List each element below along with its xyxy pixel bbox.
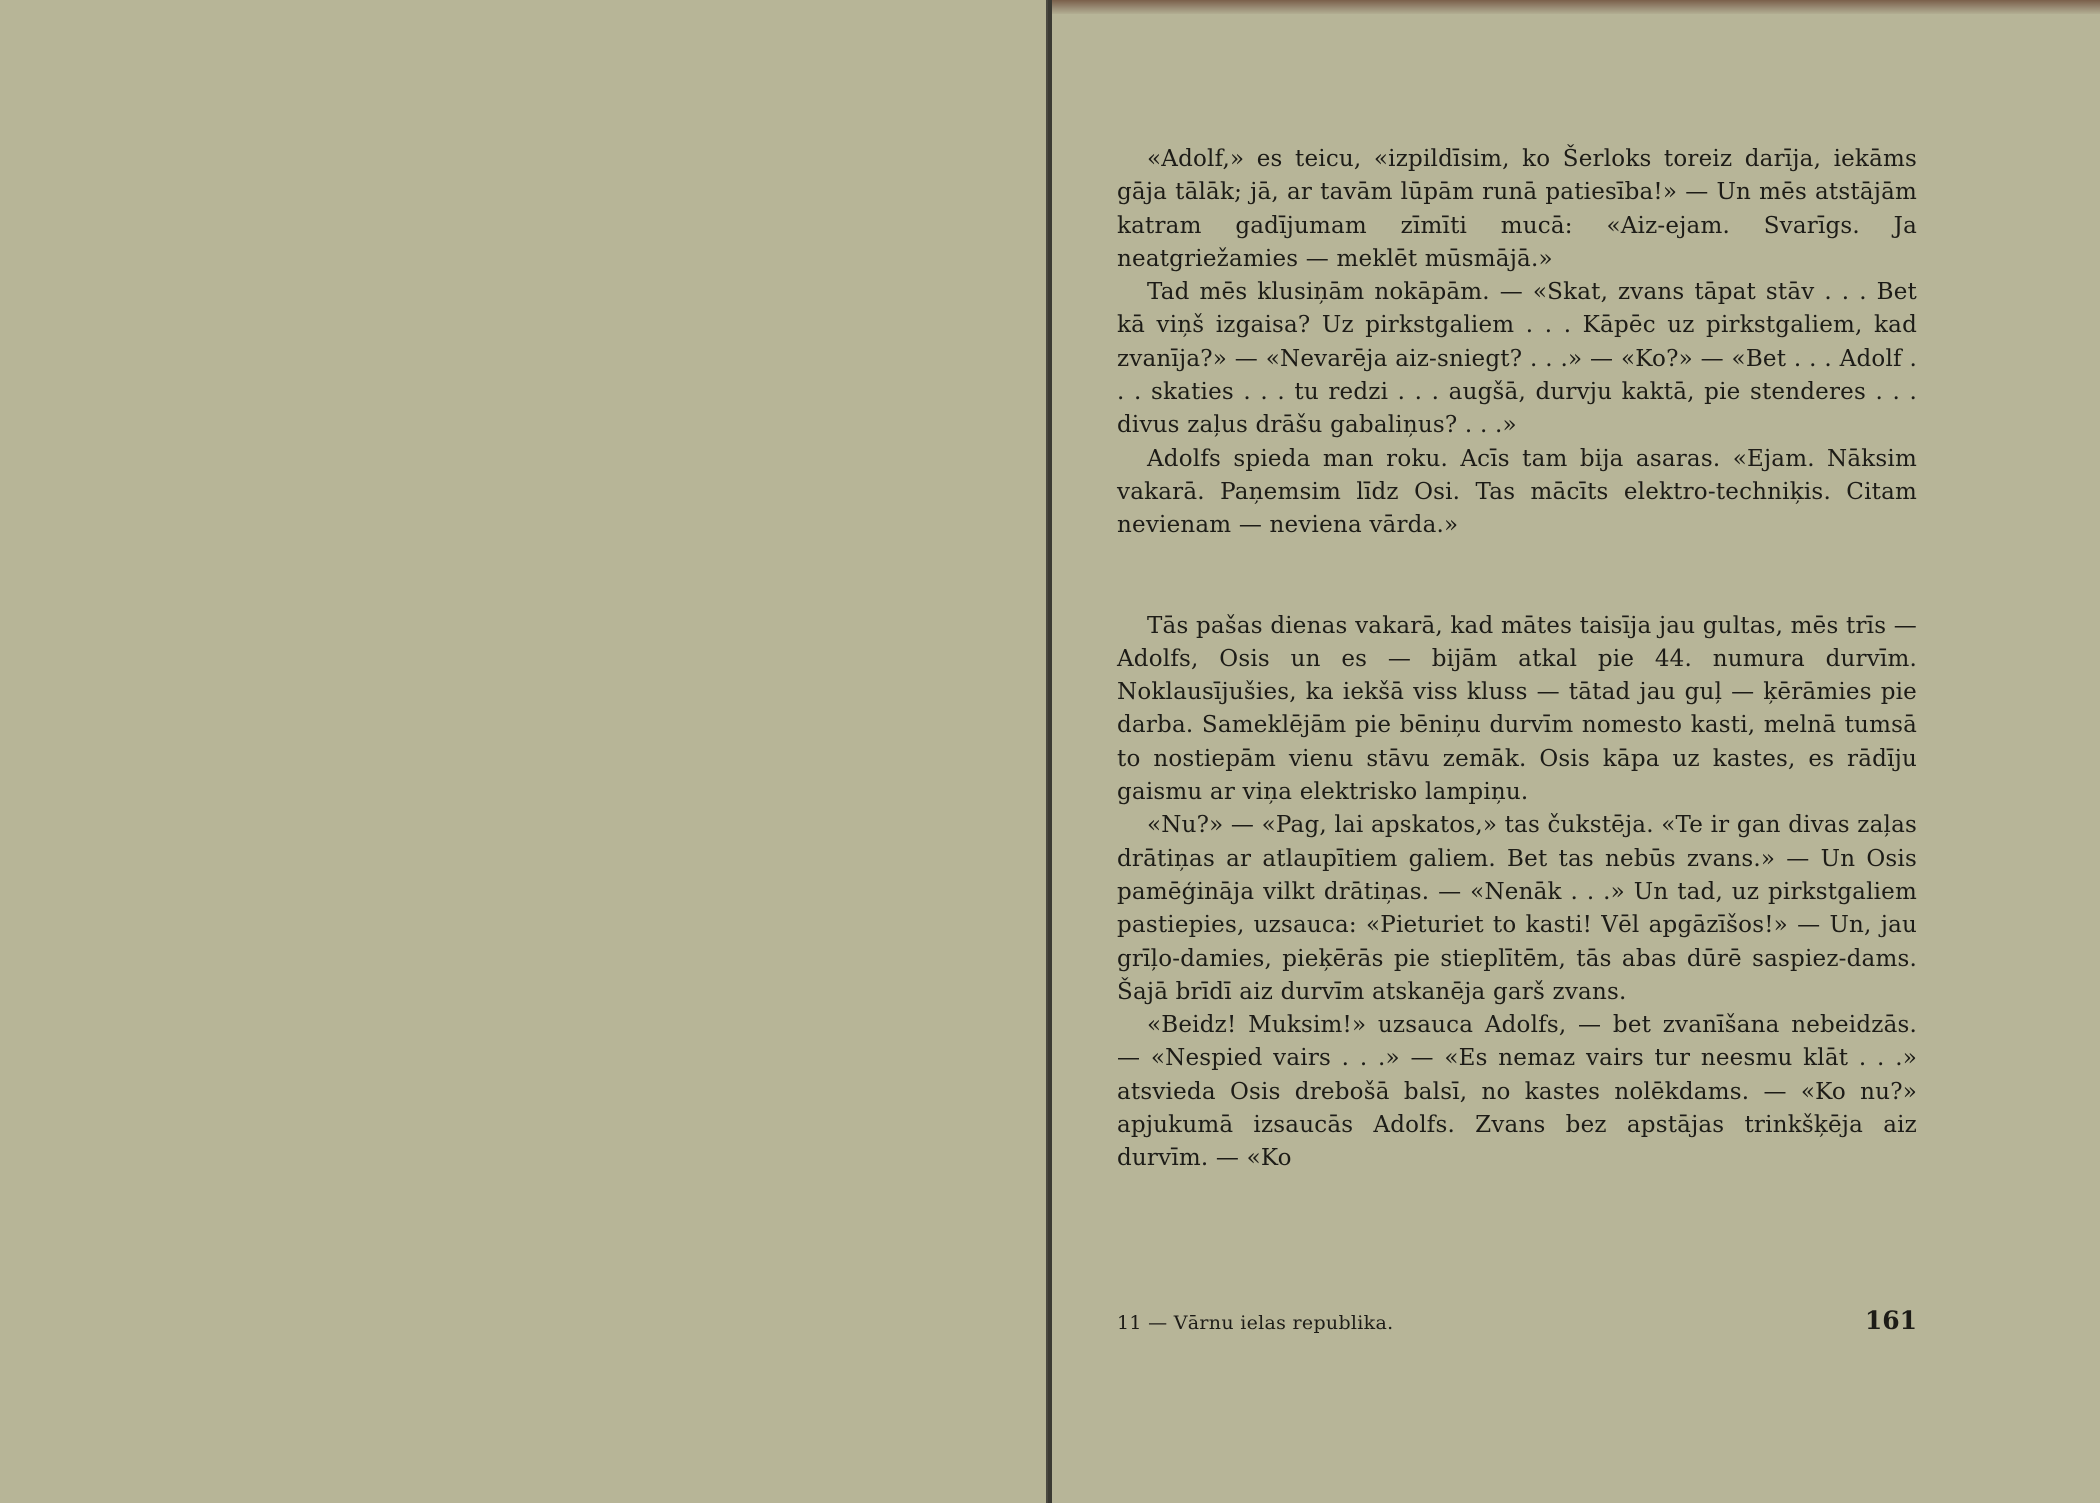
- paragraph: «Beidz! Muksim!» uzsauca Adolfs, — bet zvanīšana nebeidzās. — «Nespied vairs . . .» — «Es nemaz vairs tur neesmu klāt . . .» atsvieda Osis drebošā balsī, no kastes nolēkdams. — «Ko nu?» apjukumā izsaucās Adolfs. Zvans bez apstājas trinkšķēja aiz durvīm. — «Ko: [1117, 1012, 1917, 1172]
- right-page: [1052, 0, 2100, 1503]
- signature-mark: 11 — Vārnu ielas republika.: [1117, 1312, 1394, 1334]
- left-page-blank: [0, 0, 1048, 1503]
- page-number: 161: [1864, 1306, 1917, 1335]
- paragraph: Tās pašas dienas vakarā, kad mātes taisīja jau gultas, mēs trīs — Adolfs, Osis un es — bijām atkal pie 44. numura durvīm. Noklausījušies, ka iekšā viss kluss — tātad jau guļ — ķērāmies pie darba. Sameklējām pie bēniņu durvīm nomesto kasti, melnā tumsā to nostiepām vienu stāvu zemāk. Osis kāpa uz kastes, es rādīju gaismu ar viņa elektrisko lampiņu.: [1117, 612, 1917, 806]
- page-footer: [1117, 1306, 1917, 1340]
- paragraph: Adolfs spieda man roku. Acīs tam bija asaras. «Ejam. Nāksim vakarā. Paņemsim līdz Osi. Tas mācīts elektro-techniķis. Citam nevienam — neviena vārda.»: [1117, 445, 1917, 539]
- page-top-edge: [1052, 0, 2100, 14]
- body-text: [1117, 143, 1917, 1176]
- paragraph: Tad mēs klusiņām nokāpām. — «Skat, zvans tāpat stāv . . . Bet kā viņš izgaisa? Uz pirkstgaliem . . . Kāpēc uz pirkstgaliem, kad zvanīja?» — «Nevarēja aiz-sniegt? . . .» — «Ko?» — «Bet . . . Adolf . . . skaties . . . tu redzi . . . augšā, durvju kaktā, pie stenderes . . . divus zaļus drāšu gabaliņus? . . .»: [1117, 279, 1917, 439]
- paragraph: «Adolf,» es teicu, «izpildīsim, ko Šerloks toreiz darīja, iekāms gāja tālāk; jā, ar tavām lūpām runā patiesība!» — Un mēs atstājām katram gadījumam zīmīti mucā: «Aiz-ejam. Svarīgs. Ja neatgriežamies — meklēt mūsmājā.»: [1117, 146, 1917, 272]
- section-break: [1117, 543, 1917, 610]
- paragraph: «Nu?» — «Pag, lai apskatos,» tas čukstēja. «Te ir gan divas zaļas drātiņas ar atlaupītiem galiem. Bet tas nebūs zvans.» — Un Osis pamēģināja vilkt drātiņas. — «Nenāk . . .» Un tad, uz pirkstgaliem pastiepies, uzsauca: «Pieturiet to kasti! Vēl apgāzīšos!» — Un, jau grīļo-damies, pieķērās pie stieplītēm, tās abas dūrē saspiez-dams. Šajā brīdī aiz durvīm atskanēja garš zvans.: [1117, 812, 1918, 1005]
